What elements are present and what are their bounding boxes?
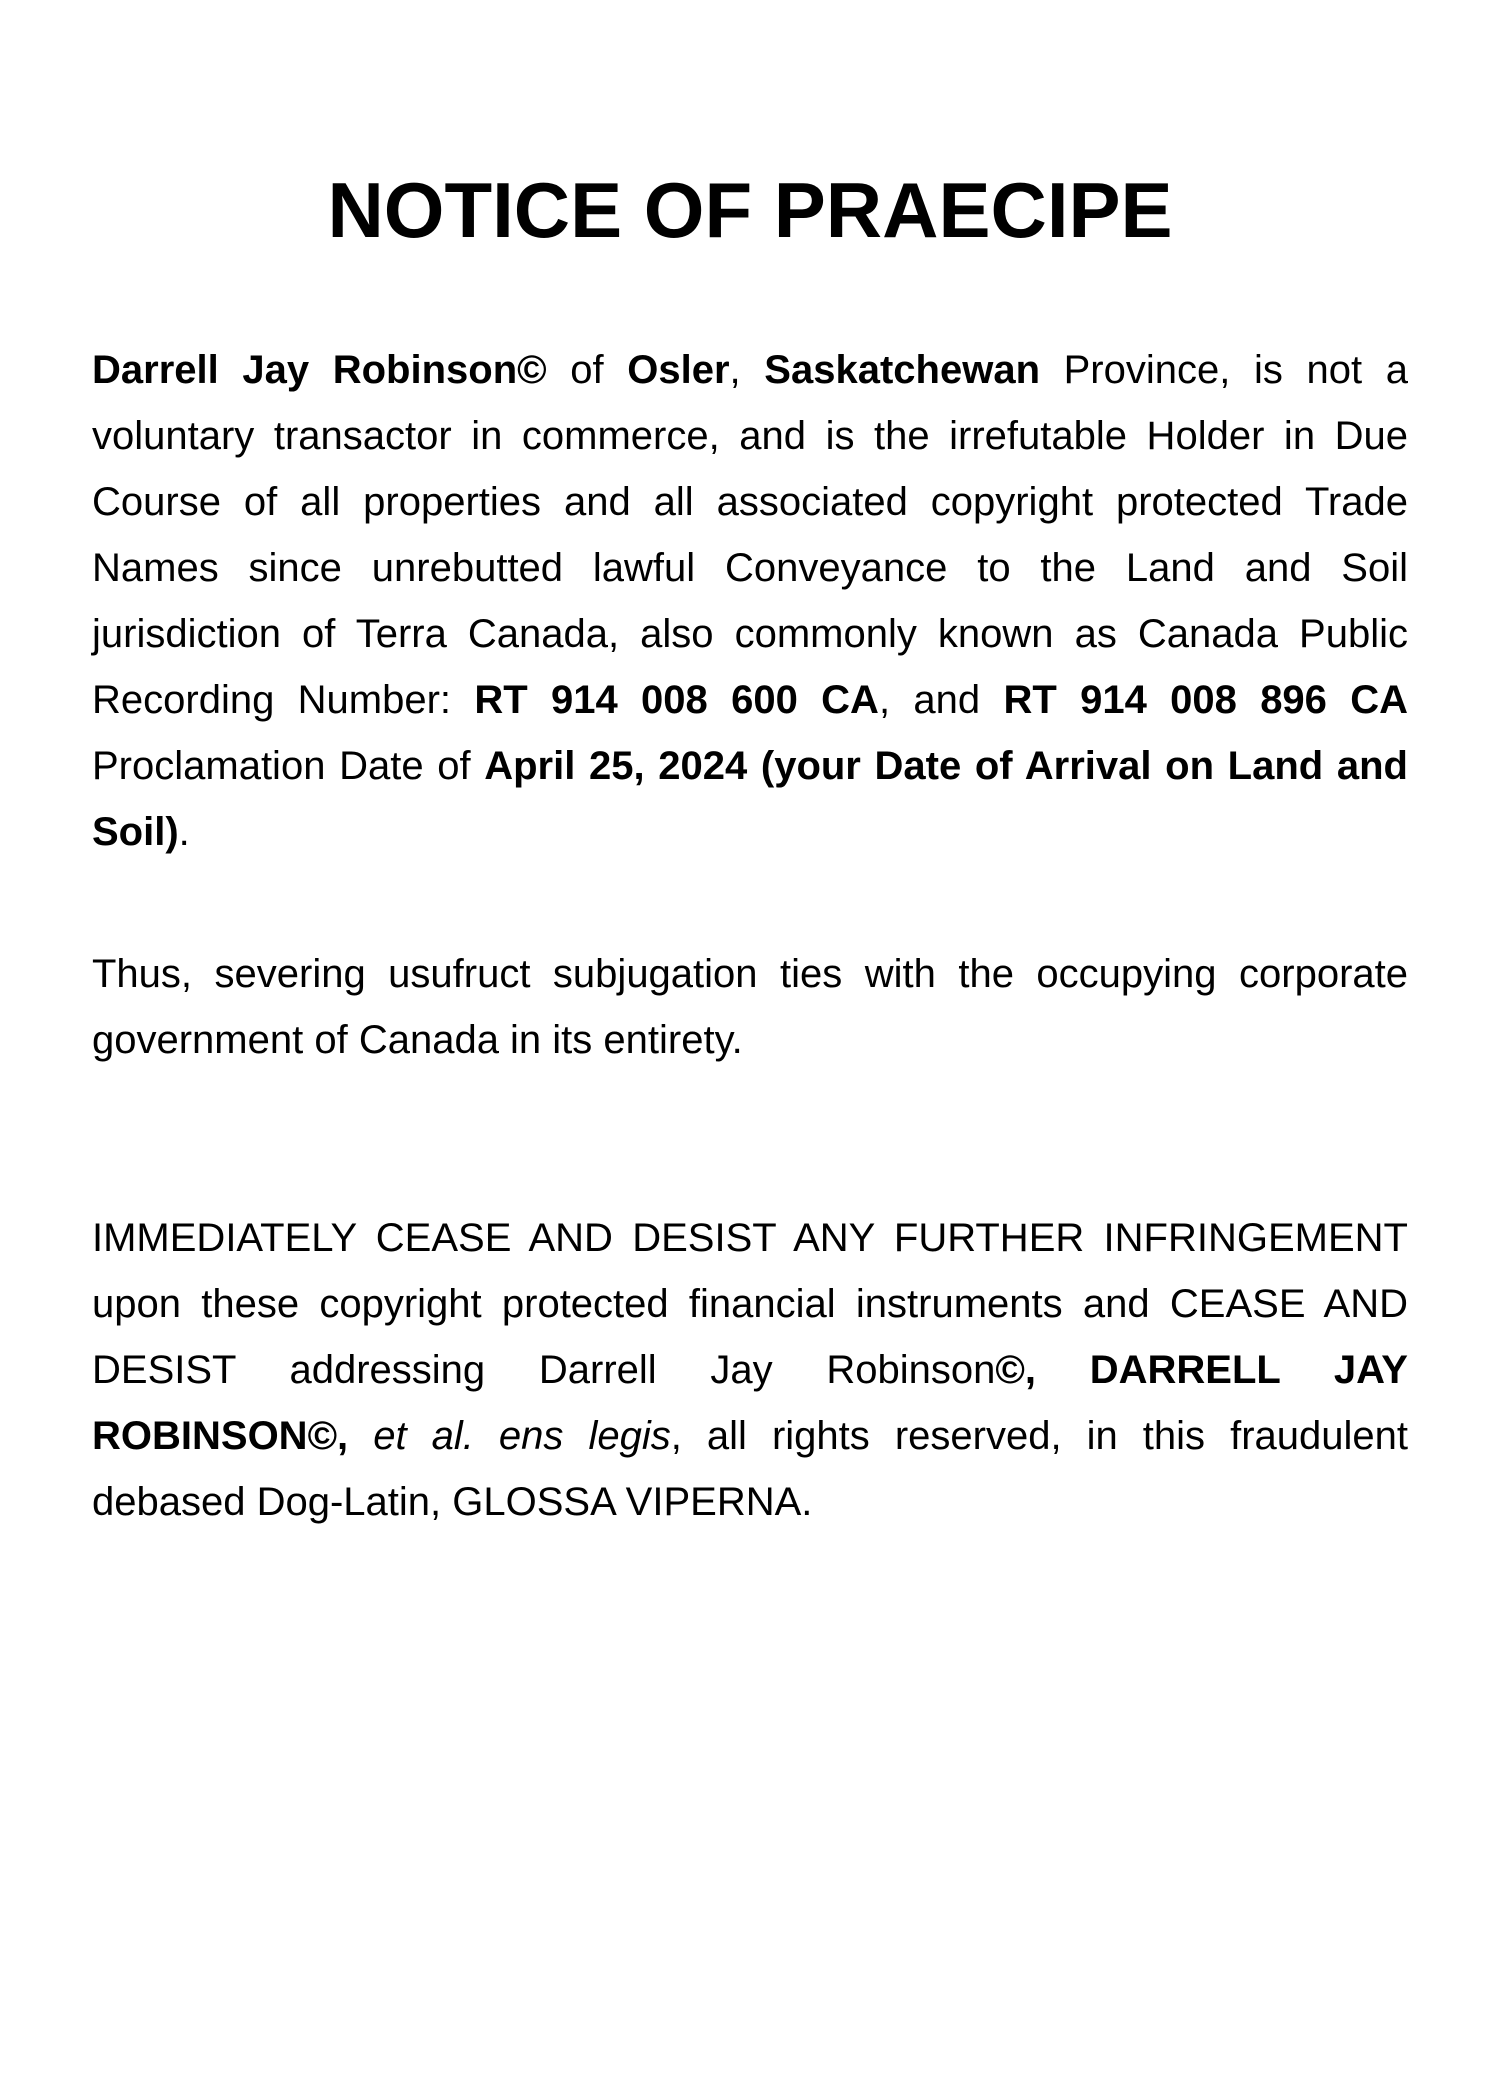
recording-number-1: RT 914 008 600 CA bbox=[474, 678, 879, 722]
name-caps-bold: ©, DARRELL JAY ROBINSON©, bbox=[92, 1348, 1408, 1458]
page-title: NOTICE OF PRAECIPE bbox=[327, 166, 1173, 254]
place-osler: Osler bbox=[627, 348, 730, 392]
paragraph-severing: Thus, severing usufruct subjugation ties with the occupying corporate government of Canada in its entirety. bbox=[92, 952, 1408, 1062]
name-bold: Darrell Jay Robinson© bbox=[92, 348, 547, 392]
text-run: of bbox=[546, 348, 628, 392]
text-run: . bbox=[178, 810, 190, 854]
latin-phrase: et al. ens legis bbox=[373, 1414, 671, 1458]
place-saskatchewan: Saskatchewan bbox=[764, 348, 1040, 392]
text-run: , all rights reserved, in this fraudulent debased Dog-Latin, GLOSSA VIPERNA. bbox=[92, 1414, 1409, 1524]
proclamation-date: April 25, 2024 (your Date of Arrival on Land and Soil) bbox=[92, 744, 1408, 854]
text-run: IMMEDIATELY CEASE AND DESIST ANY FURTHER INFRINGEMENT upon these copyright protected financial instruments and CEASE AND DESIST addressing Darrell Jay Robinson bbox=[92, 1216, 1408, 1392]
text-run: , and bbox=[878, 678, 1004, 722]
text-run bbox=[348, 1414, 373, 1458]
recording-number-2: RT 914 008 896 CA bbox=[1003, 678, 1409, 722]
text-run: Province, is not a voluntary transactor in commerce, and is the irrefutable Holder in Due Course of all properties and all associated copyright protected Trade Names since unrebutted lawful Conveyance to the Land and Soil jurisdiction of Terra Canada, also commonly known as Canada Public Recording Number: bbox=[92, 348, 1408, 722]
text-run: Proclamation Date of bbox=[92, 744, 485, 788]
text-run: , bbox=[729, 348, 765, 392]
paragraph-notice bbox=[92, 337, 1408, 865]
paragraph-cease-desist bbox=[92, 1205, 1408, 1535]
